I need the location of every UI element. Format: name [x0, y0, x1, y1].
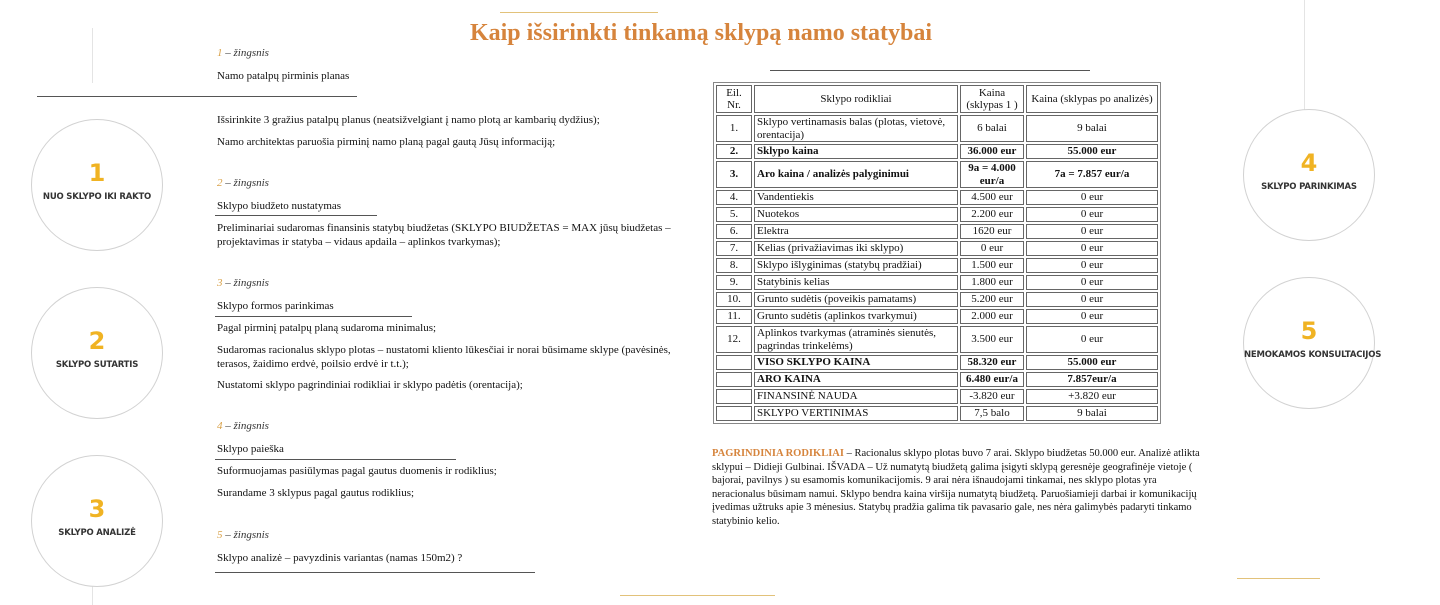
cell-indicator: Elektra	[754, 224, 958, 239]
header-price-2: Kaina (sklypas po analizės)	[1026, 85, 1158, 113]
cell-indicator: Sklypo išlyginimas (statybų pradžiai)	[754, 258, 958, 273]
step-3-heading: Sklypo formos parinkimas	[217, 300, 334, 312]
step-word: – žingsnis	[225, 420, 269, 432]
cell-nr: 7.	[716, 241, 752, 256]
table-row	[716, 309, 1158, 324]
decor-vline	[92, 585, 93, 605]
table-row	[716, 292, 1158, 307]
step-number: 1	[217, 47, 223, 59]
cell-price-1: 0 eur	[960, 241, 1024, 256]
cell-nr: 3.	[716, 161, 752, 188]
cell-price-1: 58.320 eur	[960, 355, 1024, 370]
decor-line	[500, 12, 658, 13]
cell-indicator: Sklypo vertinamasis balas (plotas, vietovė, orentacija)	[754, 115, 958, 142]
cell-nr	[716, 372, 752, 387]
cell-price-2: 7.857eur/a	[1026, 372, 1158, 387]
cell-price-2: 9 balai	[1026, 406, 1158, 421]
table-row	[716, 275, 1158, 290]
step-1-line: Išsirinkite 3 gražius patalpų planus (neatsižvelgiant į namo plotą ar kambarių dydžius);	[217, 114, 600, 126]
cell-indicator: ARO KAINA	[754, 372, 958, 387]
step-1-line: Namo architektas paruošia pirminį namo planą pagal gautą Jūsų informaciją;	[217, 136, 556, 148]
step-number: 5	[217, 529, 223, 541]
step-4-heading: Sklypo paieška	[217, 443, 284, 455]
divider	[770, 70, 1090, 71]
circle-number: 5	[1300, 317, 1318, 345]
divider	[215, 459, 456, 460]
cell-price-1: 1620 eur	[960, 224, 1024, 239]
circle-label: SKLYPO SUTARTIS	[55, 360, 139, 370]
decor-line	[620, 595, 775, 596]
table-row	[716, 190, 1158, 205]
step-3-label	[217, 277, 269, 289]
cell-price-1: 9a = 4.000 eur/a	[960, 161, 1024, 188]
cell-price-2: 0 eur	[1026, 326, 1158, 353]
summary-highlight: PAGRINDINIA RODIKLIAI	[712, 448, 844, 459]
cell-price-2: 7a = 7.857 eur/a	[1026, 161, 1158, 188]
page-title: Kaip išsirinkti tinkamą sklypą namo statybai	[469, 20, 933, 46]
divider	[215, 572, 535, 573]
cell-price-2: 0 eur	[1026, 275, 1158, 290]
table-row	[716, 241, 1158, 256]
circle-step-4	[1243, 109, 1375, 241]
cell-nr: 10.	[716, 292, 752, 307]
cell-nr: 9.	[716, 275, 752, 290]
cell-indicator: Kelias (privažiavimas iki sklypo)	[754, 241, 958, 256]
table-header-row	[716, 85, 1158, 113]
step-4-line: Suformuojamas pasiūlymas pagal gautus duomenis ir rodiklius;	[217, 465, 497, 477]
circle-label: SKLYPO ANALIZĖ	[58, 528, 136, 538]
cell-nr: 11.	[716, 309, 752, 324]
table-row	[716, 406, 1158, 421]
table-row	[716, 207, 1158, 222]
cell-indicator: Aro kaina / analizės palyginimui	[754, 161, 958, 188]
cell-nr: 6.	[716, 224, 752, 239]
cell-price-2: 55.000 eur	[1026, 144, 1158, 159]
cell-indicator: Aplinkos tvarkymas (atraminės sienutės, pagrindas trinkelėms)	[754, 326, 958, 353]
cell-price-1: 2.000 eur	[960, 309, 1024, 324]
divider	[215, 316, 412, 317]
cell-price-1: 36.000 eur	[960, 144, 1024, 159]
cell-price-1: 4.500 eur	[960, 190, 1024, 205]
circle-step-3	[31, 455, 163, 587]
step-4-line: Surandame 3 sklypus pagal gautus rodiklius;	[217, 487, 415, 499]
step-3-line: Nustatomi sklypo pagrindiniai rodikliai ir sklypo padėtis (orentacija);	[217, 379, 523, 391]
table-row	[716, 224, 1158, 239]
circle-number: 4	[1300, 149, 1318, 177]
cell-price-1: 6 balai	[960, 115, 1024, 142]
cell-nr: 5.	[716, 207, 752, 222]
cell-indicator: Nuotekos	[754, 207, 958, 222]
cell-nr	[716, 406, 752, 421]
cell-indicator: FINANSINĖ NAUDA	[754, 389, 958, 404]
summary-paragraph	[712, 447, 1202, 529]
step-3-line: Sudaromas racionalus sklypo plotas – nustatomi kliento lūkesčiai ir norai būsimame sklype (pavėsinės, terasos, žaidimo erdvė, poilsio erdvė ir t.t.);	[217, 344, 671, 370]
plot-comparison-table	[713, 82, 1161, 424]
cell-price-2: 0 eur	[1026, 292, 1158, 307]
circle-number: 1	[88, 159, 106, 187]
table-row	[716, 258, 1158, 273]
cell-price-2: 0 eur	[1026, 258, 1158, 273]
step-number: 2	[217, 177, 223, 189]
step-number: 3	[217, 277, 223, 289]
cell-indicator: SKLYPO VERTINIMAS	[754, 406, 958, 421]
step-word: – žingsnis	[225, 277, 269, 289]
step-1-label	[217, 47, 269, 59]
cell-indicator: Statybinis kelias	[754, 275, 958, 290]
cell-price-1: 3.500 eur	[960, 326, 1024, 353]
cell-nr: 1.	[716, 115, 752, 142]
step-1-heading: Namo patalpų pirminis planas	[217, 70, 350, 82]
circle-step-2	[31, 287, 163, 419]
circle-number: 3	[88, 495, 106, 523]
step-5-label	[217, 529, 269, 541]
step-number: 4	[217, 420, 223, 432]
step-3-line: Pagal pirminį patalpų planą sudaroma minimalus;	[217, 322, 437, 334]
table-row	[716, 372, 1158, 387]
circle-number: 2	[88, 327, 106, 355]
decor-vline	[1304, 0, 1305, 110]
cell-nr: 4.	[716, 190, 752, 205]
cell-price-1: 6.480 eur/a	[960, 372, 1024, 387]
cell-nr	[716, 355, 752, 370]
table-row	[716, 389, 1158, 404]
cell-price-2: 0 eur	[1026, 309, 1158, 324]
step-word: – žingsnis	[225, 47, 269, 59]
summary-text: – Racionalus sklypo plotas buvo 7 arai. Sklypo biudžetas 50.000 eur. Analizė atlikta sklypui – Didieji Gulbinai. IŠVADA – Už numatytą biudžetą galima įsigyti sklypą geresnėje geografinėje vietoje ( bajorai, pavilnys ) su esamomis komunikacijomis. 9 arai nėra išnaudojami tinkamai, nes sklypo plotas yra neracionalus būsimam namui. Sklypo bendra kaina viršija numatytą biudžetą. Paruošiamieji darbai ir komunikacijų įvedimas užtruks apie 3 mėnesius. Statybų pradžia galima tik pavasario gale, nes nėra galimybės padaryti tinkamo statybinio kelio.	[712, 448, 1200, 527]
step-2-line: Preliminariai sudaromas finansinis statybų biudžetas (SKLYPO BIUDŽETAS = MAX jūsų biudžetas – projektavimas ir statyba – vidaus apdaila – aplinkos tvarkymas);	[217, 222, 671, 248]
header-indicator: Sklypo rodikliai	[754, 85, 958, 113]
table-row	[716, 161, 1158, 188]
table-row	[716, 355, 1158, 370]
cell-nr: 12.	[716, 326, 752, 353]
cell-price-1: 7,5 balo	[960, 406, 1024, 421]
step-4-label	[217, 420, 269, 432]
cell-price-2: 0 eur	[1026, 207, 1158, 222]
circle-step-5	[1243, 277, 1382, 409]
table-row	[716, 326, 1158, 353]
circle-label: NEMOKAMOS KONSULTACIJOS	[1244, 350, 1382, 360]
cell-price-1: -3.820 eur	[960, 389, 1024, 404]
cell-indicator: Vandentiekis	[754, 190, 958, 205]
cell-indicator: VISO SKLYPO KAINA	[754, 355, 958, 370]
cell-price-2: 0 eur	[1026, 224, 1158, 239]
step-2-label	[217, 177, 269, 189]
cell-price-2: 0 eur	[1026, 190, 1158, 205]
divider	[215, 215, 377, 216]
step-word: – žingsnis	[225, 529, 269, 541]
step-5-heading: Sklypo analizė – pavyzdinis variantas (namas 150m2) ?	[217, 552, 463, 564]
cell-nr: 8.	[716, 258, 752, 273]
cell-price-2: 0 eur	[1026, 241, 1158, 256]
circle-step-1	[31, 119, 163, 251]
cell-price-2: 9 balai	[1026, 115, 1158, 142]
header-price-1: Kaina (sklypas 1 )	[960, 85, 1024, 113]
cell-price-2: 55.000 eur	[1026, 355, 1158, 370]
cell-price-1: 5.200 eur	[960, 292, 1024, 307]
cell-indicator: Grunto sudėtis (poveikis pamatams)	[754, 292, 958, 307]
divider	[37, 96, 357, 97]
cell-price-1: 1.500 eur	[960, 258, 1024, 273]
circle-label: SKLYPO PARINKIMAS	[1261, 182, 1357, 192]
circle-label: NUO SKLYPO IKI RAKTO	[42, 192, 152, 202]
table-row	[716, 144, 1158, 159]
header-nr: Eil. Nr.	[716, 85, 752, 113]
cell-price-2: +3.820 eur	[1026, 389, 1158, 404]
decor-line	[1237, 578, 1320, 579]
cell-nr	[716, 389, 752, 404]
cell-indicator: Grunto sudėtis (aplinkos tvarkymui)	[754, 309, 958, 324]
cell-price-1: 1.800 eur	[960, 275, 1024, 290]
step-2-heading: Sklypo biudžeto nustatymas	[217, 200, 342, 212]
step-word: – žingsnis	[225, 177, 269, 189]
cell-indicator: Sklypo kaina	[754, 144, 958, 159]
table-row	[716, 115, 1158, 142]
cell-price-1: 2.200 eur	[960, 207, 1024, 222]
cell-nr: 2.	[716, 144, 752, 159]
